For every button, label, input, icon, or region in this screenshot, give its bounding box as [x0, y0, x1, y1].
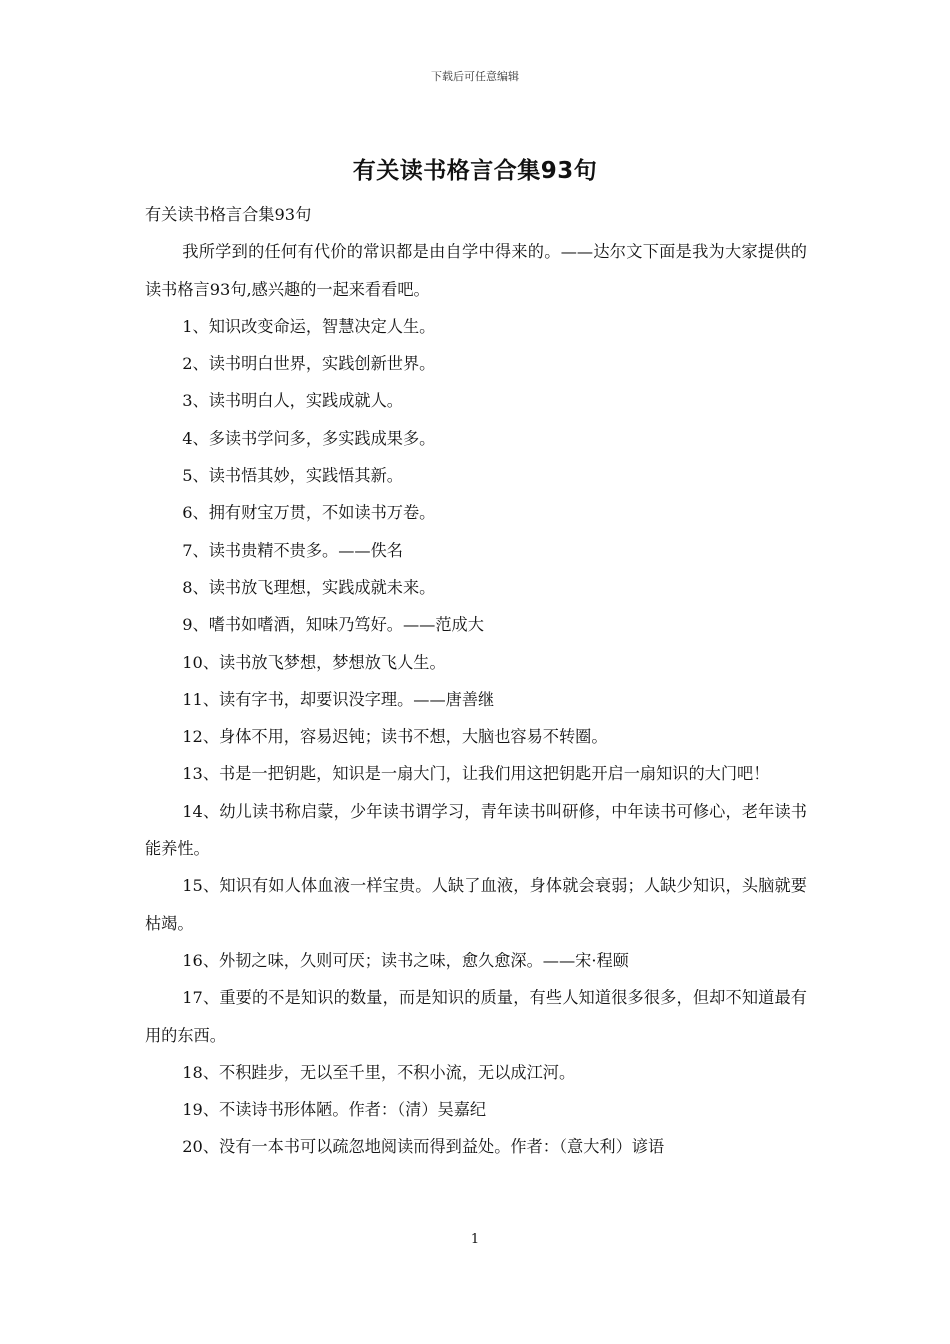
quote-item: 5、读书悟其妙，实践悟其新。 [182, 466, 403, 486]
quote-item: 10、读书放飞梦想，梦想放飞人生。 [182, 652, 446, 672]
quote-item: 17、重要的不是知识的数量，而是知识的质量，有些人知道很多很多，但却不知道最有用的东西。 [145, 988, 807, 1045]
intro-paragraph: 我所学到的任何有代价的常识都是由自学中得来的。——达尔文下面是我为大家提供的读书格言93句,感兴趣的一起来看看吧。 [145, 242, 807, 299]
quote-item: 19、不读诗书形体陋。作者：（清）吴嘉纪 [182, 1100, 487, 1120]
quote-item: 13、书是一把钥匙，知识是一扇大门，让我们用这把钥匙开启一扇知识的大门吧！ [182, 764, 770, 784]
quote-item: 18、不积跬步，无以至千里，不积小流，无以成江河。 [182, 1062, 576, 1082]
quote-item: 16、外韧之味，久则可厌；读书之味，愈久愈深。——宋·程颐 [182, 950, 629, 970]
quote-item: 8、读书放飞理想，实践成就未来。 [182, 577, 436, 597]
subtitle-line: 有关读书格言合集93句 [145, 205, 312, 224]
quote-item: 1、知识改变命运，智慧决定人生。 [182, 316, 436, 336]
header-note: 下载后可任意编辑 [431, 70, 519, 83]
quote-item: 3、读书明白人，实践成就人。 [182, 391, 403, 411]
quote-item: 12、身体不用，容易迟钝；读书不想，大脑也容易不转圈。 [182, 727, 608, 747]
document-title: 有关读书格言合集93句 [352, 158, 598, 184]
quote-item: 2、读书明白世界，实践创新世界。 [182, 354, 436, 374]
quote-item: 7、读书贵精不贵多。——佚名 [182, 540, 403, 560]
quote-item: 9、嗜书如嗜酒，知味乃笃好。——范成大 [182, 615, 484, 635]
quote-item: 20、没有一本书可以疏忽地阅读而得到益处。作者：（意大利）谚语 [182, 1137, 665, 1157]
document-body [145, 196, 807, 1166]
quote-item: 15、知识有如人体血液一样宝贵。人缺了血液，身体就会衰弱；人缺少知识，头脑就要枯竭。 [145, 876, 807, 933]
quote-item: 14、幼儿读书称启蒙，少年读书谓学习，青年读书叫研修，中年读书可修心，老年读书能养性。 [145, 801, 807, 859]
page-number: 1 [470, 1232, 480, 1247]
quote-item: 4、多读书学问多，多实践成果多。 [182, 428, 436, 448]
quote-item: 6、拥有财宝万贯，不如读书万卷。 [182, 503, 436, 523]
quote-item: 11、读有字书，却要识没字理。——唐善继 [182, 689, 495, 709]
